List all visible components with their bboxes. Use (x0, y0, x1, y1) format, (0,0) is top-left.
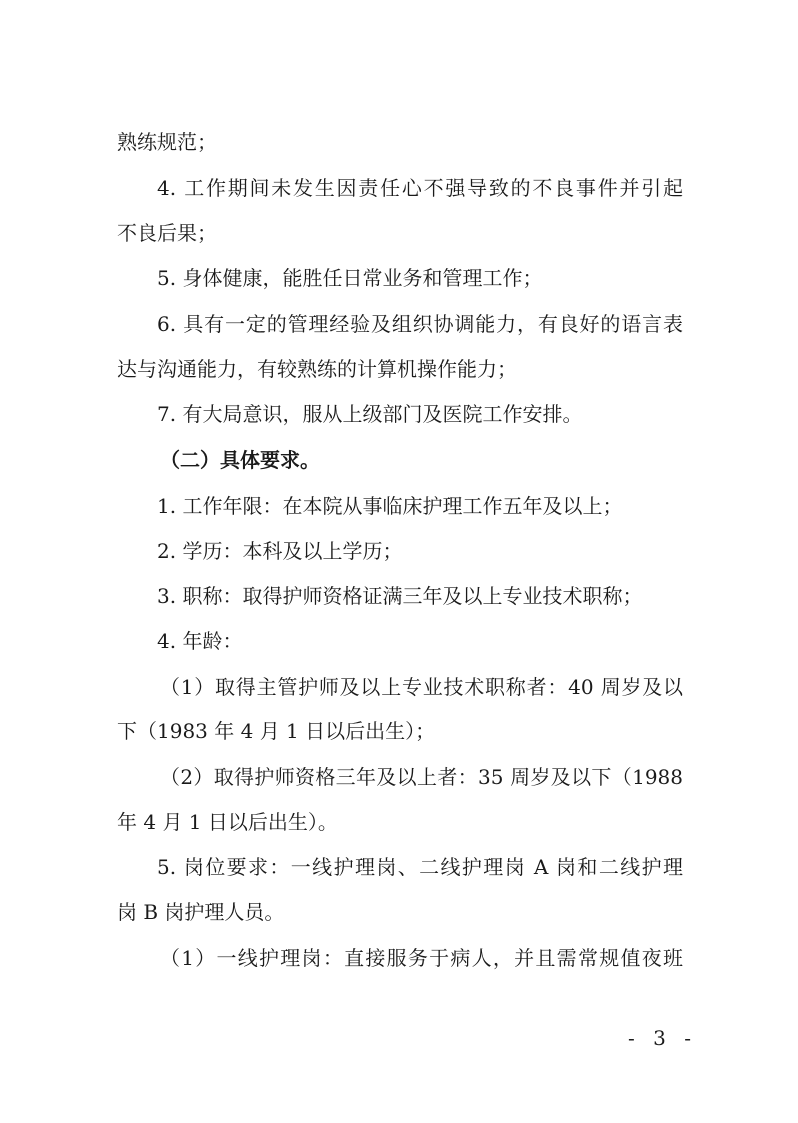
text-line: 1. 工作年限：在本院从事临床护理工作五年及以上； (157, 494, 623, 518)
text-line: 7. 有大局意识，服从上级部门及医院工作安排。 (157, 402, 583, 426)
text-line: （1）一线护理岗：直接服务于病人，并且需常规值夜班 (160, 946, 683, 970)
section-heading: （二）具体要求。 (160, 448, 320, 472)
text-line: 6. 具有一定的管理经验及组织协调能力，有良好的语言表 (157, 312, 683, 336)
text-line: 不良后果； (117, 221, 217, 245)
page-number: - 3 - (628, 1026, 697, 1050)
text-line: 5. 身体健康，能胜任日常业务和管理工作； (157, 266, 543, 290)
text-line: （1）取得主管护师及以上专业技术职称者：40 周岁及以 (160, 675, 683, 699)
text-line: （2）取得护师资格三年及以上者：35 周岁及以下（1988 (160, 765, 683, 789)
text-line: 下（1983 年 4 月 1 日以后出生）； (117, 719, 436, 743)
text-line: 年 4 月 1 日以后出生）。 (117, 810, 338, 834)
text-line: 4. 工作期间未发生因责任心不强导致的不良事件并引起 (157, 176, 683, 200)
text-line: 2. 学历：本科及以上学历； (157, 539, 403, 563)
text-line: 岗 B 岗护理人员。 (117, 900, 285, 924)
text-line: 4. 年龄： (157, 629, 243, 653)
text-line: 熟练规范； (117, 130, 217, 154)
text-line: 5. 岗位要求：一线护理岗、二线护理岗 A 岗和二线护理 (157, 855, 683, 879)
text-line: 3. 职称：取得护师资格证满三年及以上专业技术职称； (157, 584, 643, 608)
text-line: 达与沟通能力，有较熟练的计算机操作能力； (117, 357, 517, 381)
